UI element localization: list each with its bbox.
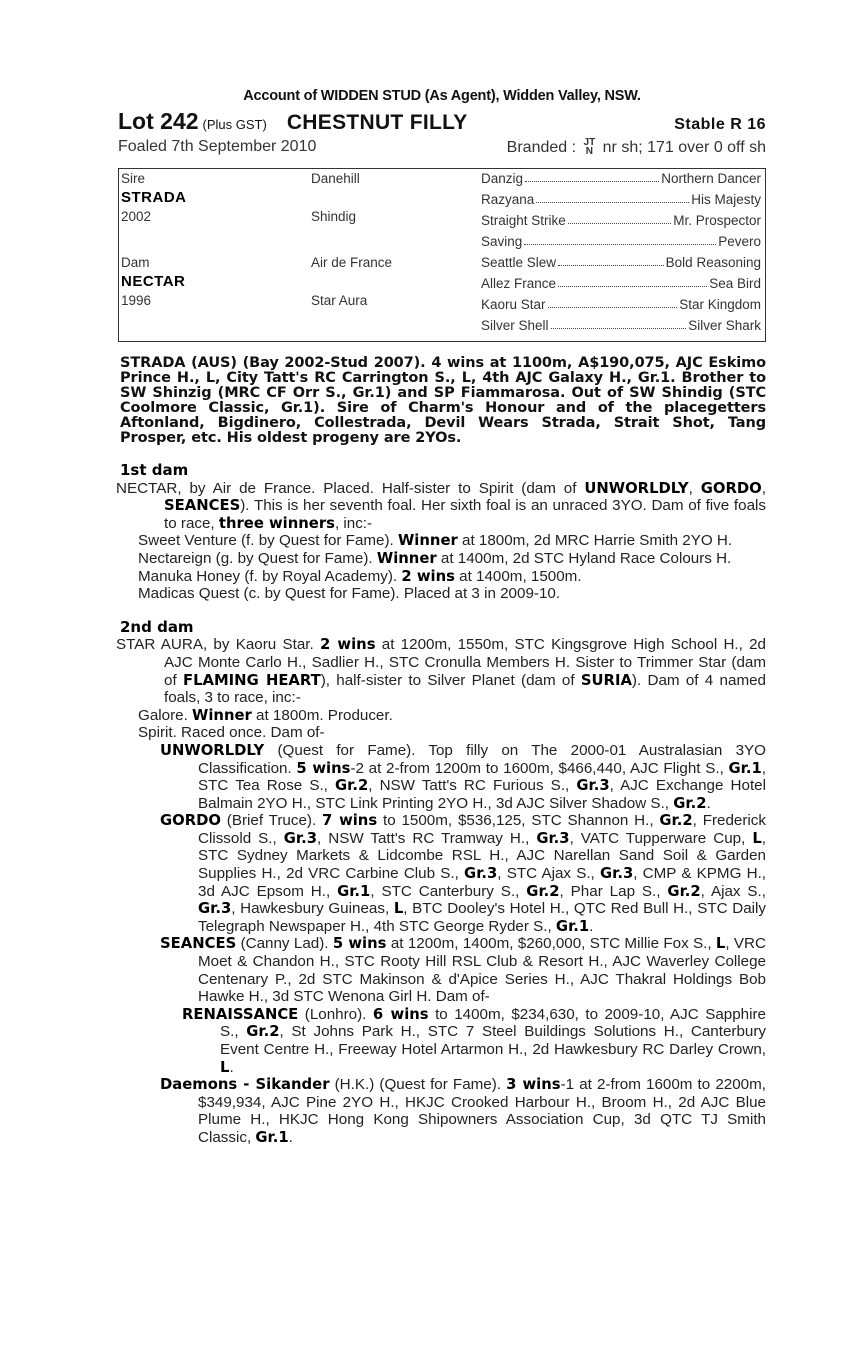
bold-text: Winner	[397, 532, 458, 550]
gen2-sire-dam: Shindig	[311, 209, 357, 224]
text-run: at 1800m. Producer.	[251, 706, 393, 724]
progeny-entry	[118, 1006, 766, 1076]
bold-text: SURIA	[580, 671, 632, 689]
bold-text: Gr.3	[283, 829, 317, 847]
bold-text: Gr.2	[673, 794, 707, 812]
bold-text: Gr.1	[255, 1128, 289, 1146]
text-run: ). Dam of 4 named foals, 3 to race, inc:-	[164, 671, 766, 707]
gen3-row	[481, 318, 761, 333]
gen3-row	[481, 297, 761, 312]
branded-info	[507, 138, 766, 160]
gen3-row	[481, 276, 761, 291]
text-run: to 1400m, $234,630, to 2009-10, AJC Sapphire S.,	[220, 1005, 766, 1041]
gen2-sire-sire: Danehill	[311, 171, 360, 186]
bold-text: UNWORLDLY	[160, 741, 265, 759]
bold-text: three winners	[218, 514, 335, 532]
lot-line	[118, 108, 766, 134]
text-run: Sweet Venture (f. by Quest for Fame).	[138, 532, 398, 550]
text-run: at 1200m, 1550m, STC Kingsgrove High School H., 2d AJC Monte Carlo H., Sadlier H., STC Cronulla Members H. Sister to Trimmer Star (dam of	[164, 636, 767, 689]
gen3-left: Silver Shell	[481, 318, 549, 333]
bold-text: SEANCES	[160, 935, 237, 953]
bold-text: L	[715, 935, 726, 953]
text-run: -1 at 2-from 1600m to 2200m, $349,934, AJC Pine 2YO H., HKJC Crooked Harbour H., Broom H., 2d AJC Blue Plume H., HKJC Hong Kong Shipowners Association Cup, 3d QTC TJ Smith Classic,	[198, 1076, 767, 1146]
dam-name: NECTAR	[121, 273, 186, 290]
text-run: at 1200m, 1400m, $260,000, STC Millie Fox S.,	[386, 935, 716, 953]
text-run: (Lonhro).	[298, 1005, 373, 1023]
bold-text: 2 wins	[319, 636, 376, 654]
gen3-left: Razyana	[481, 192, 535, 207]
text-run: (Canny Lad).	[236, 935, 333, 953]
sire-label: Sire	[121, 171, 146, 186]
brand-bottom: N	[585, 146, 593, 157]
text-run: ,	[761, 479, 766, 497]
foal-entry	[118, 724, 766, 742]
branded-prefix: Branded :	[506, 139, 577, 156]
gen3-row	[481, 213, 761, 228]
bold-text: SEANCES	[164, 497, 241, 515]
brand-mark	[584, 138, 596, 156]
text-run: .	[229, 1058, 234, 1076]
text-run: , Hawkesbury Guineas,	[231, 900, 394, 918]
bold-text: Gr.2	[667, 882, 701, 900]
bold-text: L	[752, 829, 762, 847]
bold-text: 6 wins	[372, 1005, 429, 1023]
text-run: , St Johns Park H., STC 7 Steel Buildings Solutions H., Canterbury Event Centre H., Freeway Hotel Artarmon H., 2d Hawkesbury RC Darley Crown,	[220, 1023, 766, 1058]
gen3-row	[481, 234, 761, 249]
progeny-entry	[118, 1076, 766, 1146]
gen3-left: Kaoru Star	[481, 297, 546, 312]
foaled-line	[118, 138, 766, 160]
first-dam-heading: 1st dam	[120, 461, 189, 479]
gen3-left: Saving	[481, 234, 523, 249]
text-run: to 1500m, $536,125, STC Shannon H.,	[377, 812, 660, 830]
catalogue-page	[118, 88, 766, 1147]
gen3-row	[481, 192, 761, 207]
pedigree-table	[118, 168, 766, 342]
text-run: , NSW Tatt's RC Tramway H.,	[317, 829, 537, 847]
foaled-date: Foaled 7th September 2010	[118, 138, 317, 155]
gen3-right: His Majesty	[691, 192, 761, 207]
gen3-right: Silver Shark	[688, 318, 761, 333]
dam-label: Dam	[121, 255, 150, 270]
text-run: .	[706, 794, 711, 812]
text-run: Spirit. Raced once. Dam of-	[138, 724, 325, 742]
text-run: at 1400m, 1500m.	[454, 567, 582, 585]
bold-text: Gr.3	[464, 865, 498, 883]
foal-entry	[118, 568, 766, 586]
bold-text: L	[393, 900, 404, 918]
gen3-left: Seattle Slew	[481, 255, 557, 270]
foal-entry	[118, 550, 766, 568]
progeny-entry	[118, 812, 766, 935]
bold-text: Winner	[192, 706, 252, 724]
bold-text: Gr.2	[659, 812, 693, 830]
text-run: , Frederick Clissold S.,	[198, 812, 766, 847]
bold-text: Gr.2	[335, 777, 369, 795]
text-run: , VRC Moet & Chandon H., STC Rooty Hill RSL Club & Resort H., AJC Waverley College Centenary P., 2d STC Makinson & d'Apice Series H., AJC Thakral Holdings Bob Hawke H., 3d STC Wenona Girl H. Dam of-	[198, 935, 766, 1006]
gen3-right: Star Kingdom	[679, 297, 761, 312]
text-run: at 1400m, 2d STC Hyland Race Colours H.	[436, 549, 732, 567]
text-run: Nectareign (g. by Quest for Fame).	[138, 549, 377, 567]
bold-text: GORDO	[700, 479, 762, 497]
sire-year: 2002	[121, 209, 152, 224]
text-run: NECTAR, by Air de France. Placed. Half-sister to Spirit (dam of	[116, 479, 585, 497]
sire-name: STRADA	[121, 189, 187, 206]
bold-text: Gr.2	[246, 1023, 280, 1041]
text-run: -2 at 2-from 1200m to 1600m, $466,440, AJC Flight S.,	[350, 759, 729, 777]
text-run: , AJC Exchange Hotel Balmain 2YO H., STC Link Printing 2YO H., 3d AJC Silver Shadow S.,	[198, 777, 766, 812]
bold-text: L	[220, 1058, 230, 1076]
gen3-right: Northern Dancer	[661, 171, 761, 186]
text-run: Manuka Honey (f. by Royal Academy).	[138, 567, 402, 585]
text-run: Galore.	[138, 706, 193, 724]
text-run: , CMP & KPMG H., 3d AJC Epsom H.,	[198, 865, 767, 900]
gen3-right: Sea Bird	[709, 276, 761, 291]
gen3-left: Allez France	[481, 276, 557, 291]
bold-text: FLAMING HEART	[182, 671, 321, 689]
gen3-right: Bold Reasoning	[665, 255, 761, 270]
second-dam-heading: 2nd dam	[120, 617, 194, 636]
dam-year: 1996	[121, 293, 152, 308]
brand-top: JT	[583, 137, 596, 148]
bold-text: Gr.1	[337, 882, 371, 900]
bold-text: Gr.3	[576, 777, 610, 795]
text-run: at 1800m, 2d MRC Harrie Smith 2YO H.	[457, 532, 733, 550]
bold-text: Gr.3	[599, 865, 634, 883]
text-run: , STC Sydney Markets & Lidcombe RSL H., AJC Narellan Sand Soil & Garden Supplies H., 2d VRC Carbine Club S.,	[198, 829, 766, 883]
plus-gst: (Plus GST)	[202, 117, 267, 132]
gen3-left: Straight Strike	[481, 213, 566, 228]
text-run: , Phar Lap S.,	[559, 882, 668, 900]
text-run: .	[288, 1128, 293, 1146]
foal-entry	[118, 532, 766, 550]
progeny-entry	[118, 742, 766, 812]
text-run: .	[589, 917, 594, 935]
gen2-dam-sire: Air de France	[311, 255, 393, 270]
bold-text: Daemons - Sikander	[160, 1076, 330, 1094]
bold-text: Gr.3	[198, 900, 232, 918]
text-run: ,	[688, 479, 701, 497]
bold-text: GORDO	[160, 812, 221, 830]
text-run: , BTC Dooley's Hotel H., QTC Red Bull H., STC Daily Telegraph Newspaper H., 4th STC George Ryder S.,	[198, 900, 766, 935]
branded-suffix: nr sh; 171 over 0 off sh	[602, 139, 766, 156]
vendor-account: Account of WIDDEN STUD (As Agent), Widden Valley, NSW.	[243, 88, 641, 104]
bold-text: Winner	[376, 549, 437, 567]
gen3-row	[481, 171, 761, 186]
bold-text: 5 wins	[332, 935, 387, 953]
text-run: , VATC Tupperware Cup,	[569, 829, 753, 847]
first-dam-intro	[116, 480, 766, 533]
lot-number: Lot 242	[118, 108, 199, 134]
bold-text: Gr.2	[526, 882, 560, 900]
lot-title: CHESTNUT FILLY	[286, 111, 468, 134]
stable-number: Stable R 16	[674, 116, 766, 133]
dam-details	[118, 462, 766, 1147]
gen3-right: Mr. Prospector	[673, 213, 761, 228]
bold-text: 5 wins	[296, 759, 351, 777]
text-run: STAR AURA, by Kaoru Star.	[116, 636, 320, 654]
text-run: (Quest for Fame). Top filly on The 2000-01 Australasian 3YO Classification.	[198, 741, 766, 777]
bold-text: 3 wins	[506, 1076, 561, 1094]
gen2-dam-dam: Star Aura	[311, 293, 368, 308]
gen3-row	[481, 255, 761, 270]
progeny-entry	[118, 935, 766, 1005]
gen3-left: Danzig	[481, 171, 524, 186]
text-run: ). This is her seventh foal. Her sixth foal is an unraced 3YO. Dam of five foals to race,	[164, 497, 766, 532]
text-run: , STC Ajax S.,	[497, 865, 600, 883]
bold-text: RENAISSANCE	[182, 1005, 299, 1023]
sire-description: STRADA (AUS) (Bay 2002-Stud 2007). 4 wins at 1100m, A$190,075, AJC Eskimo Prince H., L, City Tatt's RC Carrington S., L, 4th AJC Galaxy H., Gr.1. Brother to SW Shinzig (MRC CF Orr S., Gr.1) and SP Fiammarosa. Out of SW Shindig (STC Coolmore Classic, Gr.1). Sire of Charm's Honour and of the placegetters Aftonland, Bigdinero, Collestrada, Devil Wears Strada, Strait Shot, Tang Prosper, etc. His oldest progeny are 2YOs.	[120, 355, 766, 446]
text-run: , STC Canterbury S.,	[370, 882, 527, 900]
text-run: , Ajax S.,	[700, 882, 766, 900]
foal-entry	[118, 585, 766, 603]
bold-text: Gr.1	[728, 759, 762, 777]
bold-text: 7 wins	[322, 812, 378, 830]
gen3-right: Pevero	[718, 234, 761, 249]
bold-text: Gr.3	[536, 829, 570, 847]
text-run: , inc:-	[334, 514, 373, 532]
text-run: Madicas Quest (c. by Quest for Fame). Placed at 3 in 2009-10.	[138, 585, 561, 603]
bold-text: UNWORLDLY	[584, 479, 689, 497]
text-run: , NSW Tatt's RC Furious S.,	[368, 777, 577, 795]
second-dam-intro	[116, 636, 766, 706]
foal-entry	[118, 707, 766, 725]
bold-text: Gr.1	[555, 917, 590, 935]
bold-text: 2 wins	[401, 567, 455, 585]
text-run: , STC Tea Rose S.,	[198, 759, 766, 795]
text-run: ), half-sister to Silver Planet (dam of	[320, 671, 581, 689]
text-run: (H.K.) (Quest for Fame).	[329, 1076, 507, 1094]
text-run: (Brief Truce).	[220, 812, 323, 830]
